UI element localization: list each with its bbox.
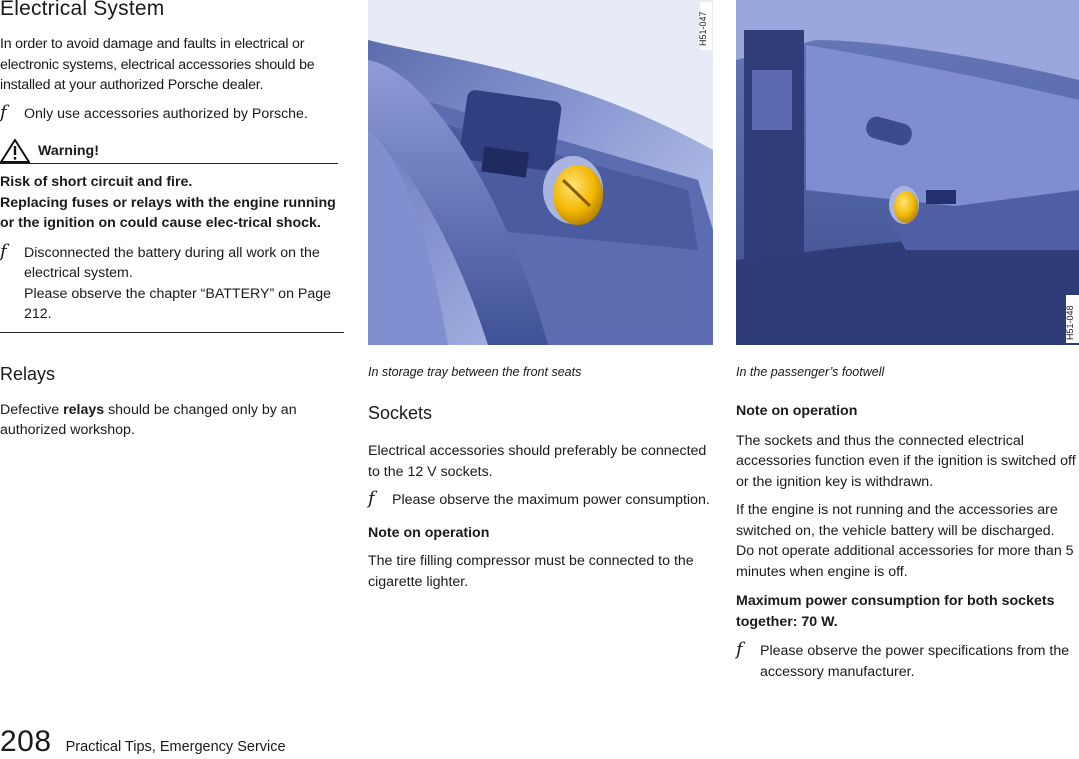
photo-caption-footwell: In the passenger’s footwell <box>736 365 885 379</box>
note-text-compressor: The tire filling compressor must be connected to the cigarette lighter. <box>368 553 694 590</box>
bullet-disconnect-battery <box>0 240 342 325</box>
relays-paragraph <box>0 400 342 441</box>
warning-header <box>0 138 338 164</box>
photo-passenger-footwell-socket <box>736 0 1079 345</box>
relays-text-pre: Defective <box>0 401 64 418</box>
photo-code-2: H51-048 <box>1065 305 1075 340</box>
photo-storage-tray-socket <box>368 0 713 345</box>
bullet-text: Please observe the power specifications from the accessory manufacturer. <box>760 643 1070 680</box>
section-title-electrical-system: Electrical System <box>0 0 165 20</box>
bullet-text-battery-reference: Please observe the chapter “BATTERY” on Page 212. <box>24 285 332 322</box>
warning-line-1: Risk of short circuit and fire. <box>0 174 193 190</box>
operation-paragraph-2: If the engine is not running and the accessories are switched on, the vehicle battery will be discharged. <box>736 502 1058 539</box>
bullet-mark: f <box>0 101 7 123</box>
warning-box <box>0 138 338 234</box>
note-heading-operation: Note on operation <box>736 403 858 419</box>
section-title-sockets: Sockets <box>368 403 433 423</box>
footer-section-name: Practical Tips, Emergency Service <box>65 739 286 755</box>
bullet-mark: f <box>736 639 743 660</box>
page-number: 208 <box>0 725 52 758</box>
storage-tray-illustration <box>368 0 713 345</box>
photo-code-1: H51-047 <box>698 11 708 46</box>
warning-rule <box>0 163 338 164</box>
photo-caption-storage-tray: In storage tray between the front seats <box>368 365 582 379</box>
bullet-manufacturer-specs <box>736 641 1079 682</box>
sockets-intro: Electrical accessories should preferably be connected to the 12 V sockets. <box>368 443 707 480</box>
relays-text-bold: relays <box>63 401 105 418</box>
page-footer <box>0 725 286 759</box>
operation-paragraph-1: The sockets and thus the connected electrical accessories function even if the ignition is switched off or the ignition key is withdrawn. <box>736 432 1076 490</box>
bullet-text: Only use accessories authorized by Porsche. <box>24 105 308 122</box>
warning-end-rule <box>0 332 344 333</box>
bullet-text: Disconnected the battery during all work on the electrical system. <box>24 244 320 281</box>
footwell-illustration <box>736 0 1079 345</box>
right-column <box>736 365 1079 682</box>
note-heading-sockets: Note on operation <box>368 524 490 541</box>
bullet-text: Please observe the maximum power consumption. <box>392 492 710 508</box>
operation-paragraph-3: Do not operate additional accessories for more than 5 minutes when engine is off. <box>736 543 1074 580</box>
bullet-mark: f <box>0 240 7 262</box>
bullet-max-power <box>368 490 713 511</box>
warning-triangle-icon <box>0 139 30 163</box>
middle-column <box>368 365 713 592</box>
warning-line-2: Replacing fuses or relays with the engine running or the ignition on could cause elec-trical shock. <box>0 194 336 231</box>
intro-paragraph: In order to avoid damage and faults in electrical or electronic systems, electrical accessories should be installed at your authorized Porsche dealer. <box>0 36 315 93</box>
relays-text-post: should be changed only by an authorized workshop. <box>0 401 297 438</box>
bullet-authorized-accessories <box>0 101 342 125</box>
bullet-mark: f <box>368 488 375 509</box>
max-power-heading: Maximum power consumption for both sockets together: 70 W. <box>736 593 1055 630</box>
warning-label: Warning! <box>38 143 99 159</box>
left-column <box>0 0 342 441</box>
section-title-relays: Relays <box>0 363 56 384</box>
